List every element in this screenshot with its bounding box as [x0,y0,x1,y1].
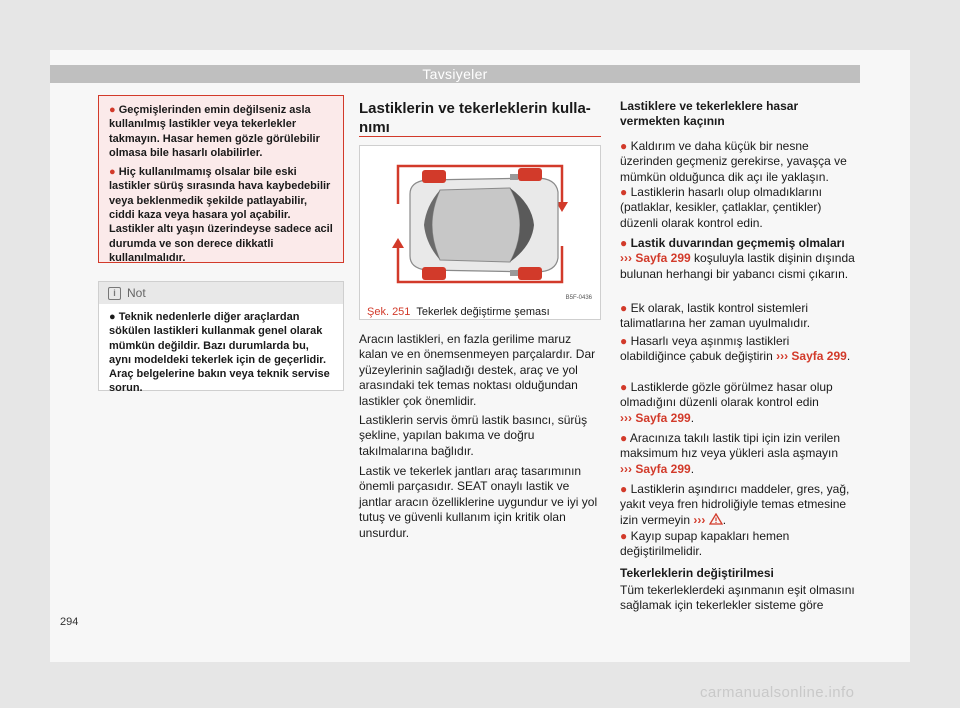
paragraph: Lastik ve tekerlek jantları araç tasarımının önemli parçasıdır. SEAT onaylı lastik ve jantlar aracın özelliklerine uygundur ve iyi yol tutuş ve güvenli kullanım için kritik olan unsurdur. [359,464,598,540]
bullet-item: ● Ek olarak, lastik kontrol sistemleri talimatlarına her zaman uyulmalıdır. [620,301,811,331]
bullet-item: ● Lastiklerde gözle görülmez hasar olup olmadığını düzenli olarak kontrol edin ››› Sayfa 299. [620,380,833,425]
bullet-icon: ● [620,529,631,543]
wheel-rear-left [422,170,446,183]
wheel-front-left [518,168,542,181]
page-link[interactable]: ››› Sayfa 299 [620,410,691,425]
page-link[interactable]: ››› [693,512,706,527]
section-heading: Lastiklerin ve tekerleklerin kulla- nımı [359,100,591,136]
note-title: Not [127,286,146,300]
figure-code: B5F-0436 [565,295,592,301]
bullet-icon: ● [620,236,631,250]
mirror-left [510,174,518,180]
page-number: 294 [60,616,79,628]
figure-wheel-rotation [359,145,601,320]
bullet-icon: ● [620,185,631,199]
car-top-view-illustration [360,146,600,301]
paragraph: Lastiklerin servis ömrü lastik basıncı, sürüş şekline, yapılan bakıma ve doğru takılmalarına bağlıdır. [359,413,588,458]
bullet-icon: ● [620,139,631,153]
watermark: carmanualsonline.info [700,684,855,701]
paragraph: Tüm tekerleklerdeki aşınmanın eşit olmasını sağlamak için tekerlekler sisteme göre [620,583,855,613]
bullet-icon: ● [620,334,631,348]
figure-caption [367,306,550,318]
page-link[interactable]: ››› Sayfa 299 [620,461,691,476]
warning-triangle-icon [709,513,723,525]
warning-item: ● Hiç kullanılmamış olsalar bile eski lastikler sürüş sırasında hava kaybedebilir veya beklenmedik şekilde patlayabilir, ciddi kaza veya hasara yol açabilir. Lastikler altı yaşın üzerindeyse sadece acil durumda ve son derece dikkatli kullanılmalıdır. [109,166,333,264]
bullet-icon: ● [620,380,631,394]
bullet-icon: ● [109,166,119,179]
page-link[interactable]: ››› Sayfa 299 [776,349,847,364]
bullet-item: ● Aracınıza takılı lastik tipi için izin verilen maksimum hız veya yükleri asla aşmayın ››› Sayfa 299. [620,431,840,476]
warning-item: ● Geçmişlerinden emin değilseniz asla kullanılmış lastikler veya tekerlekler takmayın. Hasar hemen gözle görülebilir olmasa bile hasarlı olabilirler. [109,104,320,159]
heading-rule [359,136,601,137]
page-link[interactable]: ››› Sayfa 299 [620,251,691,266]
wheel-rear-right [422,267,446,280]
bullet-item: ● Kaldırım ve daha küçük bir nesne üzerinden geçmeniz gerekirse, yavaşça ve mümkün olduğunca dik açı ile yaklaşın. [620,139,847,184]
bullet-icon: ● [620,301,631,315]
bullet-icon: ● [109,311,119,323]
bullet-icon: ● [620,482,631,496]
bullet-icon: ● [109,104,119,116]
note-text: ● Teknik nedenlerle diğer araçlardan sökülen lastikleri kullanmak genel olarak mümkün değildir. Bazı durumlarda bu, aynı modeldeki tekerlek için de geçerlidir. Araç belgelerine bakın veya teknik servise sorun. [109,311,330,395]
paragraph: Aracın lastikleri, en fazla gerilime maruz kalan ve en önemsenmeyen parçalardır. Dar yüzeylerinin sağladığı destek, araç ve yol arasındaki tek temas noktası olduğundan lastikler çok önemlidir. [359,332,596,408]
bullet-item: ● Hasarlı veya aşınmış lastikleri olabildiğince çabuk değiştirin ››› Sayfa 299. [620,334,851,364]
bullet-item: ● Lastiklerin hasarlı olup olmadıklarını (patlaklar, kesikler, çatlaklar, çentikler) düzenli olarak kontrol edin. [620,185,823,230]
arrow-head-icon [392,238,404,248]
bullet-item: ● Kayıp supap kapakları hemen değiştirilmelidir. [620,529,790,559]
wheel-front-right [518,267,542,280]
section-header [50,65,860,83]
caption-label: Şek. 251 [367,306,411,318]
subsection-heading: Lastiklere ve tekerleklere hasar vermekten kaçının [620,99,799,129]
warning-box [98,95,344,263]
bullet-item: ● Lastik duvarından geçmemiş olmaları ››› Sayfa 299 koşuluyla lastik dişinin dışında bulunan herhangi bir yabancı cismi çıkarın. [620,236,855,281]
bullet-item: ● Lastiklerin aşındırıcı maddeler, gres, yağ, yakıt veya fren hidroliğiyle temas etmesine izin vermeyin ››› . [620,482,850,527]
mirror-right [510,270,518,276]
note-header [99,282,343,304]
car-roof [432,188,520,262]
info-icon: i [108,287,121,300]
note-box [98,281,344,395]
section-title: Tavsiyeler [422,66,488,82]
bullet-icon: ● [620,431,630,445]
subsection-heading: Tekerleklerin değiştirilmesi [620,566,774,580]
caption-text: Tekerlek değiştirme şeması [416,306,550,318]
